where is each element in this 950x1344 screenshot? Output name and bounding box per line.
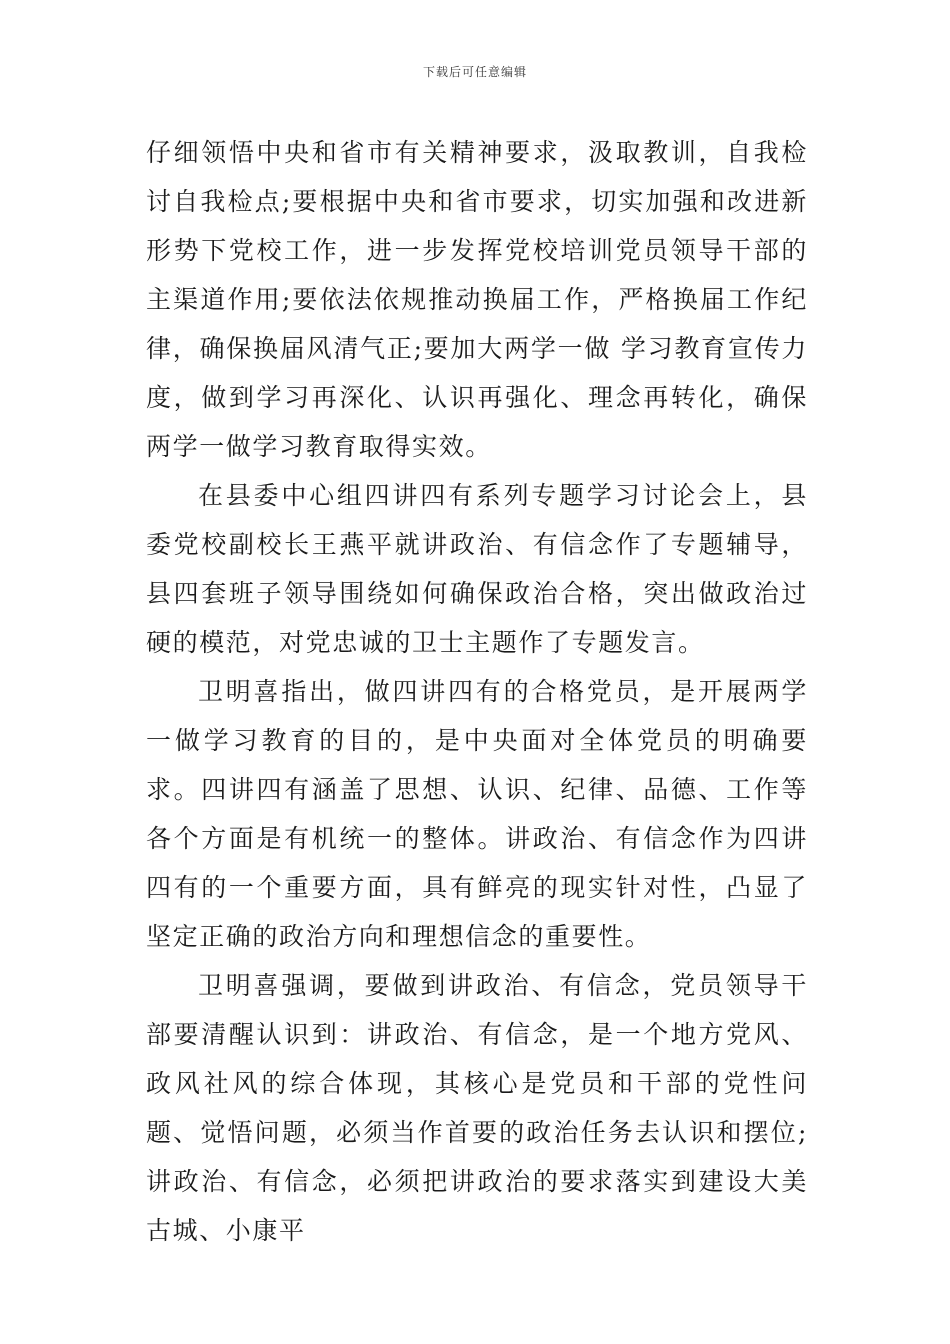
document-body <box>146 128 808 1255</box>
page-header-note: 下载后可任意编辑 <box>422 65 527 79</box>
paragraph-2: 在县委中心组四讲四有系列专题学习讨论会上，县委党校副校长王燕平就讲政治、有信念作了专题辅导，县四套班子领导围绕如何确保政治合格，突出做政治过硬的模范，对党忠诚的卫士主题作了专题发言。 <box>146 481 808 657</box>
paragraph-1: 仔细领悟中央和省市有关精神要求，汲取教训，自我检讨自我检点;要根据中央和省市要求，切实加强和改进新形势下党校工作，进一步发挥党校培训党员领导干部的主渠道作用;要依法依规推动换届工作，严格换届工作纪律，确保换届风清气正;要加大两学一做 学习教育宣传力度，做到学习再深化、认识再强化、理念再转化，确保两学一做学习教育取得实效。 <box>146 138 808 461</box>
paragraph-3: 卫明喜指出，做四讲四有的合格党员，是开展两学一做学习教育的目的，是中央面对全体党员的明确要求。四讲四有涵盖了思想、认识、纪律、品德、工作等各个方面是有机统一的整体。讲政治、有信念作为四讲四有的一个重要方面，具有鲜亮的现实针对性，凸显了坚定正确的政治方向和理想信念的重要性。 <box>146 677 808 951</box>
paragraph-4: 卫明喜强调，要做到讲政治、有信念，党员领导干部要清醒认识到：讲政治、有信念，是一个地方党风、政风社风的综合体现，其核心是党员和干部的党性问题、觉悟问题，必须当作首要的政治任务去认识和摆位;讲政治、有信念，必须把讲政治的要求落实到建设大美古城、小康平 <box>146 971 808 1245</box>
